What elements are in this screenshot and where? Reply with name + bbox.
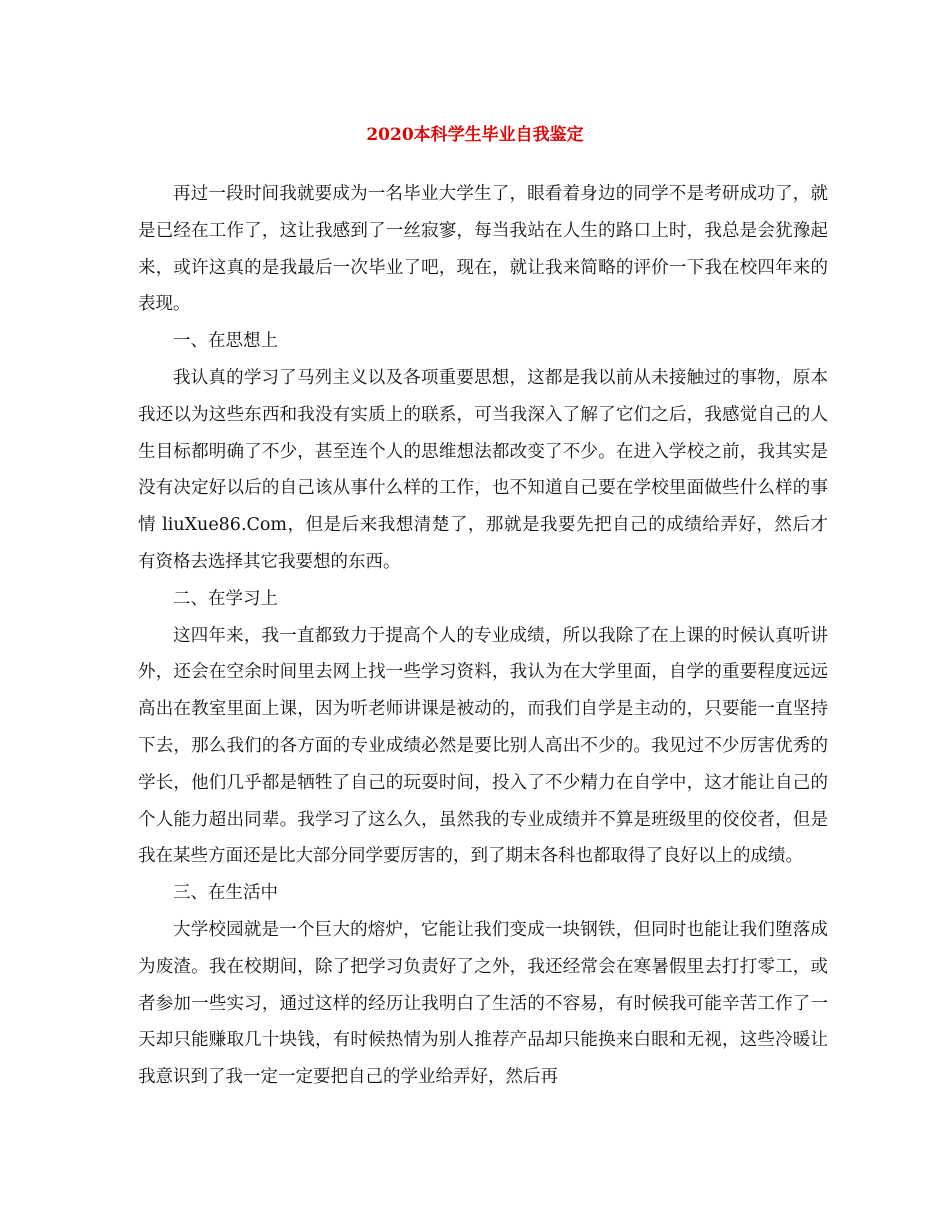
study-paragraph: 这四年来，我一直都致力于提高个人的专业成绩，所以我除了在上课的时候认真听讲外，还会在空余时间里去网上找一些学习资料，我认为在大学里面，自学的重要程度远远高出在教室里面上课，因为听老师讲课是被动的，而我们自学是主动的，只要能一直坚持下去，那么我们的各方面的专业成绩必然是要比别人高出不少的。我见过不少厉害优秀的学长，他们几乎都是牺牲了自己的玩耍时间，投入了不少精力在自学中，这才能让自己的个人能力超出同辈。我学习了这么久，虽然我的专业成绩并不算是班级里的佼佼者，但是我在某些方面还是比大部分同学要厉害的，到了期末各科也都取得了良好以上的成绩。	[138, 625, 828, 867]
section-heading-study: 二、在学习上	[173, 588, 278, 609]
intro-paragraph: 再过一段时间我就要成为一名毕业大学生了，眼看着身边的同学不是考研成功了，就是已经在工作了，这让我感到了一丝寂寥，每当我站在人生的路口上时，我总是会犹豫起来，或许这真的是我最后一次毕业了吧，现在，就让我来简略的评价一下我在校四年来的表现。	[138, 184, 828, 315]
section-heading-thought: 一、在思想上	[173, 331, 278, 352]
section-heading-life: 三、在生活中	[173, 883, 278, 904]
life-paragraph: 大学校园就是一个巨大的熔炉，它能让我们变成一块钢铁，但同时也能让我们堕落成为废渣。我在校期间，除了把学习负责好了之外，我还经常会在寒暑假里去打打零工，或者参加一些实习，通过这样的经历让我明白了生活的不容易，有时候我可能辛苦工作了一天却只能赚取几十块钱，有时候热情为别人推荐产品却只能换来白眼和无视，这些冷暖让我意识到了我一定一定要把自己的学业给弄好，然后再	[138, 919, 828, 1088]
thought-paragraph: 我认真的学习了马列主义以及各项重要思想，这都是我以前从未接触过的事物，原本我还以为这些东西和我没有实质上的联系，可当我深入了解了它们之后，我感觉自己的人生目标都明确了不少，甚至连个人的思维想法都改变了不少。在进入学校之前，我其实是没有决定好以后的自己该从事什么样的工作，也不知道自己要在学校里面做些什么样的事情 liuXue86.Com，但是后来我想清楚了，那就是我要先把自己的成绩给弄好，然后才有资格去选择其它我要想的东西。	[138, 367, 828, 572]
document-body	[138, 176, 828, 1096]
document-title: 2020本科学生毕业自我鉴定	[366, 125, 584, 145]
